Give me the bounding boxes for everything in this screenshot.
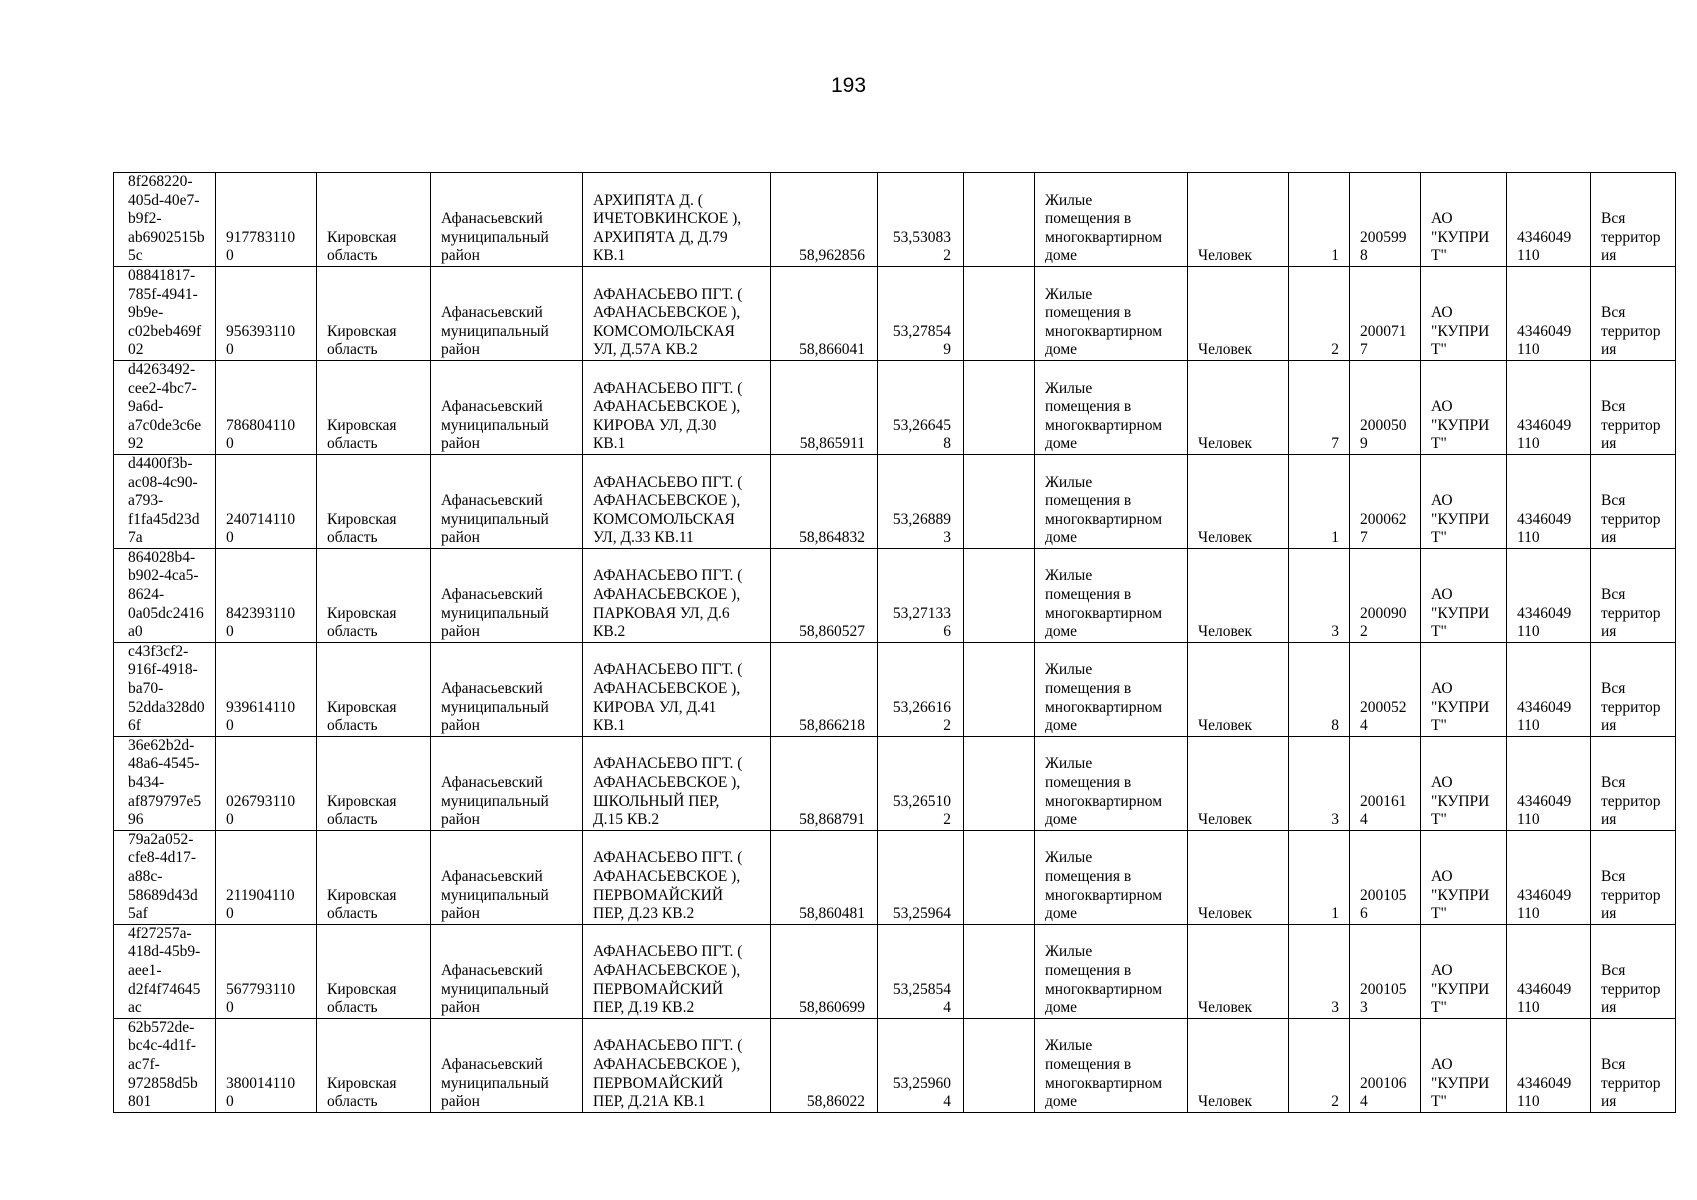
cell-category: Жилые помещения в многоквартирном доме [1035,1018,1188,1112]
cell-empty [964,924,1035,1018]
table-row [114,173,1676,267]
cell-count: 8 [1289,642,1350,736]
cell-count: 1 [1289,454,1350,548]
cell-empty [964,266,1035,360]
cell-code: 917783110 0 [216,173,317,267]
cell-latitude: 58,866041 [771,266,878,360]
cell-address: АФАНАСЬЕВО ПГТ. ( АФАНАСЬЕВСКОЕ ), ШКОЛЬНЫЙ ПЕР, Д.15 КВ.2 [583,736,771,830]
cell-longitude: 53,26889 3 [878,454,964,548]
cell-address: АФАНАСЬЕВО ПГТ. ( АФАНАСЬЕВСКОЕ ), ПЕРВОМАЙСКИЙ ПЕР, Д.19 КВ.2 [583,924,771,1018]
cell-empty [964,360,1035,454]
cell-empty [964,1018,1035,1112]
cell-object-id: 08841817- 785f-4941- 9b9e- c02beb469f 02 [114,266,216,360]
cell-category: Жилые помещения в многоквартирном доме [1035,454,1188,548]
cell-category: Жилые помещения в многоквартирном доме [1035,360,1188,454]
cell-category: Жилые помещения в многоквартирном доме [1035,642,1188,736]
cell-organization: АО "КУПРИ Т" [1421,360,1507,454]
cell-unit: Человек [1188,173,1289,267]
cell-region: Кировская область [317,266,431,360]
table-row [114,830,1676,924]
cell-code: 380014110 0 [216,1018,317,1112]
cell-account: 200050 9 [1350,360,1421,454]
cell-latitude: 58,868791 [771,736,878,830]
cell-latitude: 58,86022 [771,1018,878,1112]
cell-territory: Вся территор ия [1591,173,1676,267]
cell-inn: 4346049 110 [1507,173,1591,267]
cell-category: Жилые помещения в многоквартирном доме [1035,173,1188,267]
cell-account: 200090 2 [1350,548,1421,642]
page-number: 193 [830,74,867,97]
cell-count: 1 [1289,830,1350,924]
cell-object-id: 864028b4- b902-4ca5- 8624- 0a05dc2416 a0 [114,548,216,642]
cell-territory: Вся территор ия [1591,736,1676,830]
cell-longitude: 53,26645 8 [878,360,964,454]
cell-district: Афанасьевский муниципальный район [431,924,583,1018]
cell-object-id: 62b572de- bc4c-4d1f- ac7f- 972858d5b 801 [114,1018,216,1112]
cell-code: 956393110 0 [216,266,317,360]
cell-region: Кировская область [317,924,431,1018]
cell-unit: Человек [1188,266,1289,360]
cell-inn: 4346049 110 [1507,1018,1591,1112]
cell-empty [964,548,1035,642]
cell-count: 2 [1289,266,1350,360]
cell-empty [964,642,1035,736]
cell-territory: Вся территор ия [1591,642,1676,736]
cell-organization: АО "КУПРИ Т" [1421,266,1507,360]
cell-territory: Вся территор ия [1591,548,1676,642]
cell-latitude: 58,860699 [771,924,878,1018]
cell-category: Жилые помещения в многоквартирном доме [1035,830,1188,924]
cell-account: 200105 3 [1350,924,1421,1018]
cell-address: АФАНАСЬЕВО ПГТ. ( АФАНАСЬЕВСКОЕ ), ПЕРВОМАЙСКИЙ ПЕР, Д.21А КВ.1 [583,1018,771,1112]
cell-address: АФАНАСЬЕВО ПГТ. ( АФАНАСЬЕВСКОЕ ), КОМСОМОЛЬСКАЯ УЛ, Д.57А КВ.2 [583,266,771,360]
cell-district: Афанасьевский муниципальный район [431,830,583,924]
cell-object-id: 8f268220- 405d-40e7- b9f2- ab6902515b 5c [114,173,216,267]
cell-empty [964,736,1035,830]
cell-inn: 4346049 110 [1507,548,1591,642]
table-row [114,266,1676,360]
cell-count: 1 [1289,173,1350,267]
registry-table [113,172,1676,1113]
table-row [114,454,1676,548]
cell-organization: АО "КУПРИ Т" [1421,830,1507,924]
cell-empty [964,830,1035,924]
cell-region: Кировская область [317,173,431,267]
table-row [114,548,1676,642]
cell-code: 842393110 0 [216,548,317,642]
cell-unit: Человек [1188,642,1289,736]
cell-count: 2 [1289,1018,1350,1112]
cell-unit: Человек [1188,548,1289,642]
cell-unit: Человек [1188,830,1289,924]
cell-latitude: 58,866218 [771,642,878,736]
cell-organization: АО "КУПРИ Т" [1421,736,1507,830]
table-row [114,360,1676,454]
cell-category: Жилые помещения в многоквартирном доме [1035,266,1188,360]
cell-longitude: 53,26510 2 [878,736,964,830]
cell-account: 200599 8 [1350,173,1421,267]
cell-account: 200161 4 [1350,736,1421,830]
cell-unit: Человек [1188,454,1289,548]
cell-region: Кировская область [317,1018,431,1112]
cell-account: 200052 4 [1350,642,1421,736]
cell-organization: АО "КУПРИ Т" [1421,454,1507,548]
cell-longitude: 53,25960 4 [878,1018,964,1112]
cell-count: 3 [1289,924,1350,1018]
cell-district: Афанасьевский муниципальный район [431,454,583,548]
cell-count: 7 [1289,360,1350,454]
cell-inn: 4346049 110 [1507,360,1591,454]
cell-code: 567793110 0 [216,924,317,1018]
registry-body [114,173,1676,1113]
cell-account: 200071 7 [1350,266,1421,360]
cell-organization: АО "КУПРИ Т" [1421,173,1507,267]
cell-latitude: 58,962856 [771,173,878,267]
cell-organization: АО "КУПРИ Т" [1421,1018,1507,1112]
cell-organization: АО "КУПРИ Т" [1421,642,1507,736]
cell-code: 240714110 0 [216,454,317,548]
cell-object-id: 36e62b2d- 48a6-4545- b434- af879797e5 96 [114,736,216,830]
cell-unit: Человек [1188,924,1289,1018]
cell-unit: Человек [1188,736,1289,830]
cell-district: Афанасьевский муниципальный район [431,266,583,360]
cell-object-id: d4263492- cee2-4bc7- 9a6d- a7c0de3c6e 92 [114,360,216,454]
cell-territory: Вся территор ия [1591,924,1676,1018]
cell-longitude: 53,27854 9 [878,266,964,360]
cell-inn: 4346049 110 [1507,266,1591,360]
cell-empty [964,454,1035,548]
cell-organization: АО "КУПРИ Т" [1421,924,1507,1018]
cell-district: Афанасьевский муниципальный район [431,1018,583,1112]
cell-account: 200105 6 [1350,830,1421,924]
cell-object-id: c43f3cf2- 916f-4918- ba70- 52dda328d0 6f [114,642,216,736]
cell-organization: АО "КУПРИ Т" [1421,548,1507,642]
cell-address: АФАНАСЬЕВО ПГТ. ( АФАНАСЬЕВСКОЕ ), КИРОВА УЛ, Д.41 КВ.1 [583,642,771,736]
cell-inn: 4346049 110 [1507,736,1591,830]
cell-longitude: 53,26616 2 [878,642,964,736]
cell-code: 786804110 0 [216,360,317,454]
cell-object-id: d4400f3b- ac08-4c90- a793- f1fa45d23d 7a [114,454,216,548]
cell-region: Кировская область [317,736,431,830]
cell-district: Афанасьевский муниципальный район [431,642,583,736]
table-row [114,736,1676,830]
cell-code: 939614110 0 [216,642,317,736]
cell-account: 200106 4 [1350,1018,1421,1112]
cell-category: Жилые помещения в многоквартирном доме [1035,548,1188,642]
cell-object-id: 4f27257a- 418d-45b9- aee1- d2f4f74645 ac [114,924,216,1018]
cell-category: Жилые помещения в многоквартирном доме [1035,924,1188,1018]
cell-territory: Вся территор ия [1591,830,1676,924]
cell-unit: Человек [1188,360,1289,454]
cell-object-id: 79a2a052- cfe8-4d17- a88c- 58689d43d 5af [114,830,216,924]
cell-code: 026793110 0 [216,736,317,830]
cell-unit: Человек [1188,1018,1289,1112]
cell-longitude: 53,25854 4 [878,924,964,1018]
cell-count: 3 [1289,548,1350,642]
cell-region: Кировская область [317,454,431,548]
cell-code: 211904110 0 [216,830,317,924]
cell-district: Афанасьевский муниципальный район [431,360,583,454]
cell-inn: 4346049 110 [1507,454,1591,548]
cell-inn: 4346049 110 [1507,830,1591,924]
cell-category: Жилые помещения в многоквартирном доме [1035,736,1188,830]
cell-latitude: 58,864832 [771,454,878,548]
cell-inn: 4346049 110 [1507,642,1591,736]
cell-empty [964,173,1035,267]
cell-inn: 4346049 110 [1507,924,1591,1018]
cell-address: АРХИПЯТА Д. ( ИЧЕТОВКИНСКОЕ ), АРХИПЯТА Д, Д.79 КВ.1 [583,173,771,267]
table-row [114,642,1676,736]
cell-territory: Вся территор ия [1591,360,1676,454]
cell-account: 200062 7 [1350,454,1421,548]
cell-latitude: 58,865911 [771,360,878,454]
cell-longitude: 53,27133 6 [878,548,964,642]
cell-address: АФАНАСЬЕВО ПГТ. ( АФАНАСЬЕВСКОЕ ), ПЕРВОМАЙСКИЙ ПЕР, Д.23 КВ.2 [583,830,771,924]
cell-district: Афанасьевский муниципальный район [431,736,583,830]
cell-region: Кировская область [317,642,431,736]
cell-territory: Вся территор ия [1591,454,1676,548]
cell-territory: Вся территор ия [1591,1018,1676,1112]
cell-latitude: 58,860527 [771,548,878,642]
cell-address: АФАНАСЬЕВО ПГТ. ( АФАНАСЬЕВСКОЕ ), ПАРКОВАЯ УЛ, Д.6 КВ.2 [583,548,771,642]
cell-region: Кировская область [317,548,431,642]
cell-district: Афанасьевский муниципальный район [431,548,583,642]
cell-address: АФАНАСЬЕВО ПГТ. ( АФАНАСЬЕВСКОЕ ), КИРОВА УЛ, Д.30 КВ.1 [583,360,771,454]
cell-region: Кировская область [317,830,431,924]
cell-district: Афанасьевский муниципальный район [431,173,583,267]
table-row [114,1018,1676,1112]
cell-latitude: 58,860481 [771,830,878,924]
cell-territory: Вся территор ия [1591,266,1676,360]
cell-count: 3 [1289,736,1350,830]
cell-longitude: 53,53083 2 [878,173,964,267]
cell-longitude: 53,25964 [878,830,964,924]
cell-address: АФАНАСЬЕВО ПГТ. ( АФАНАСЬЕВСКОЕ ), КОМСОМОЛЬСКАЯ УЛ, Д.33 КВ.11 [583,454,771,548]
cell-region: Кировская область [317,360,431,454]
table-row [114,924,1676,1018]
